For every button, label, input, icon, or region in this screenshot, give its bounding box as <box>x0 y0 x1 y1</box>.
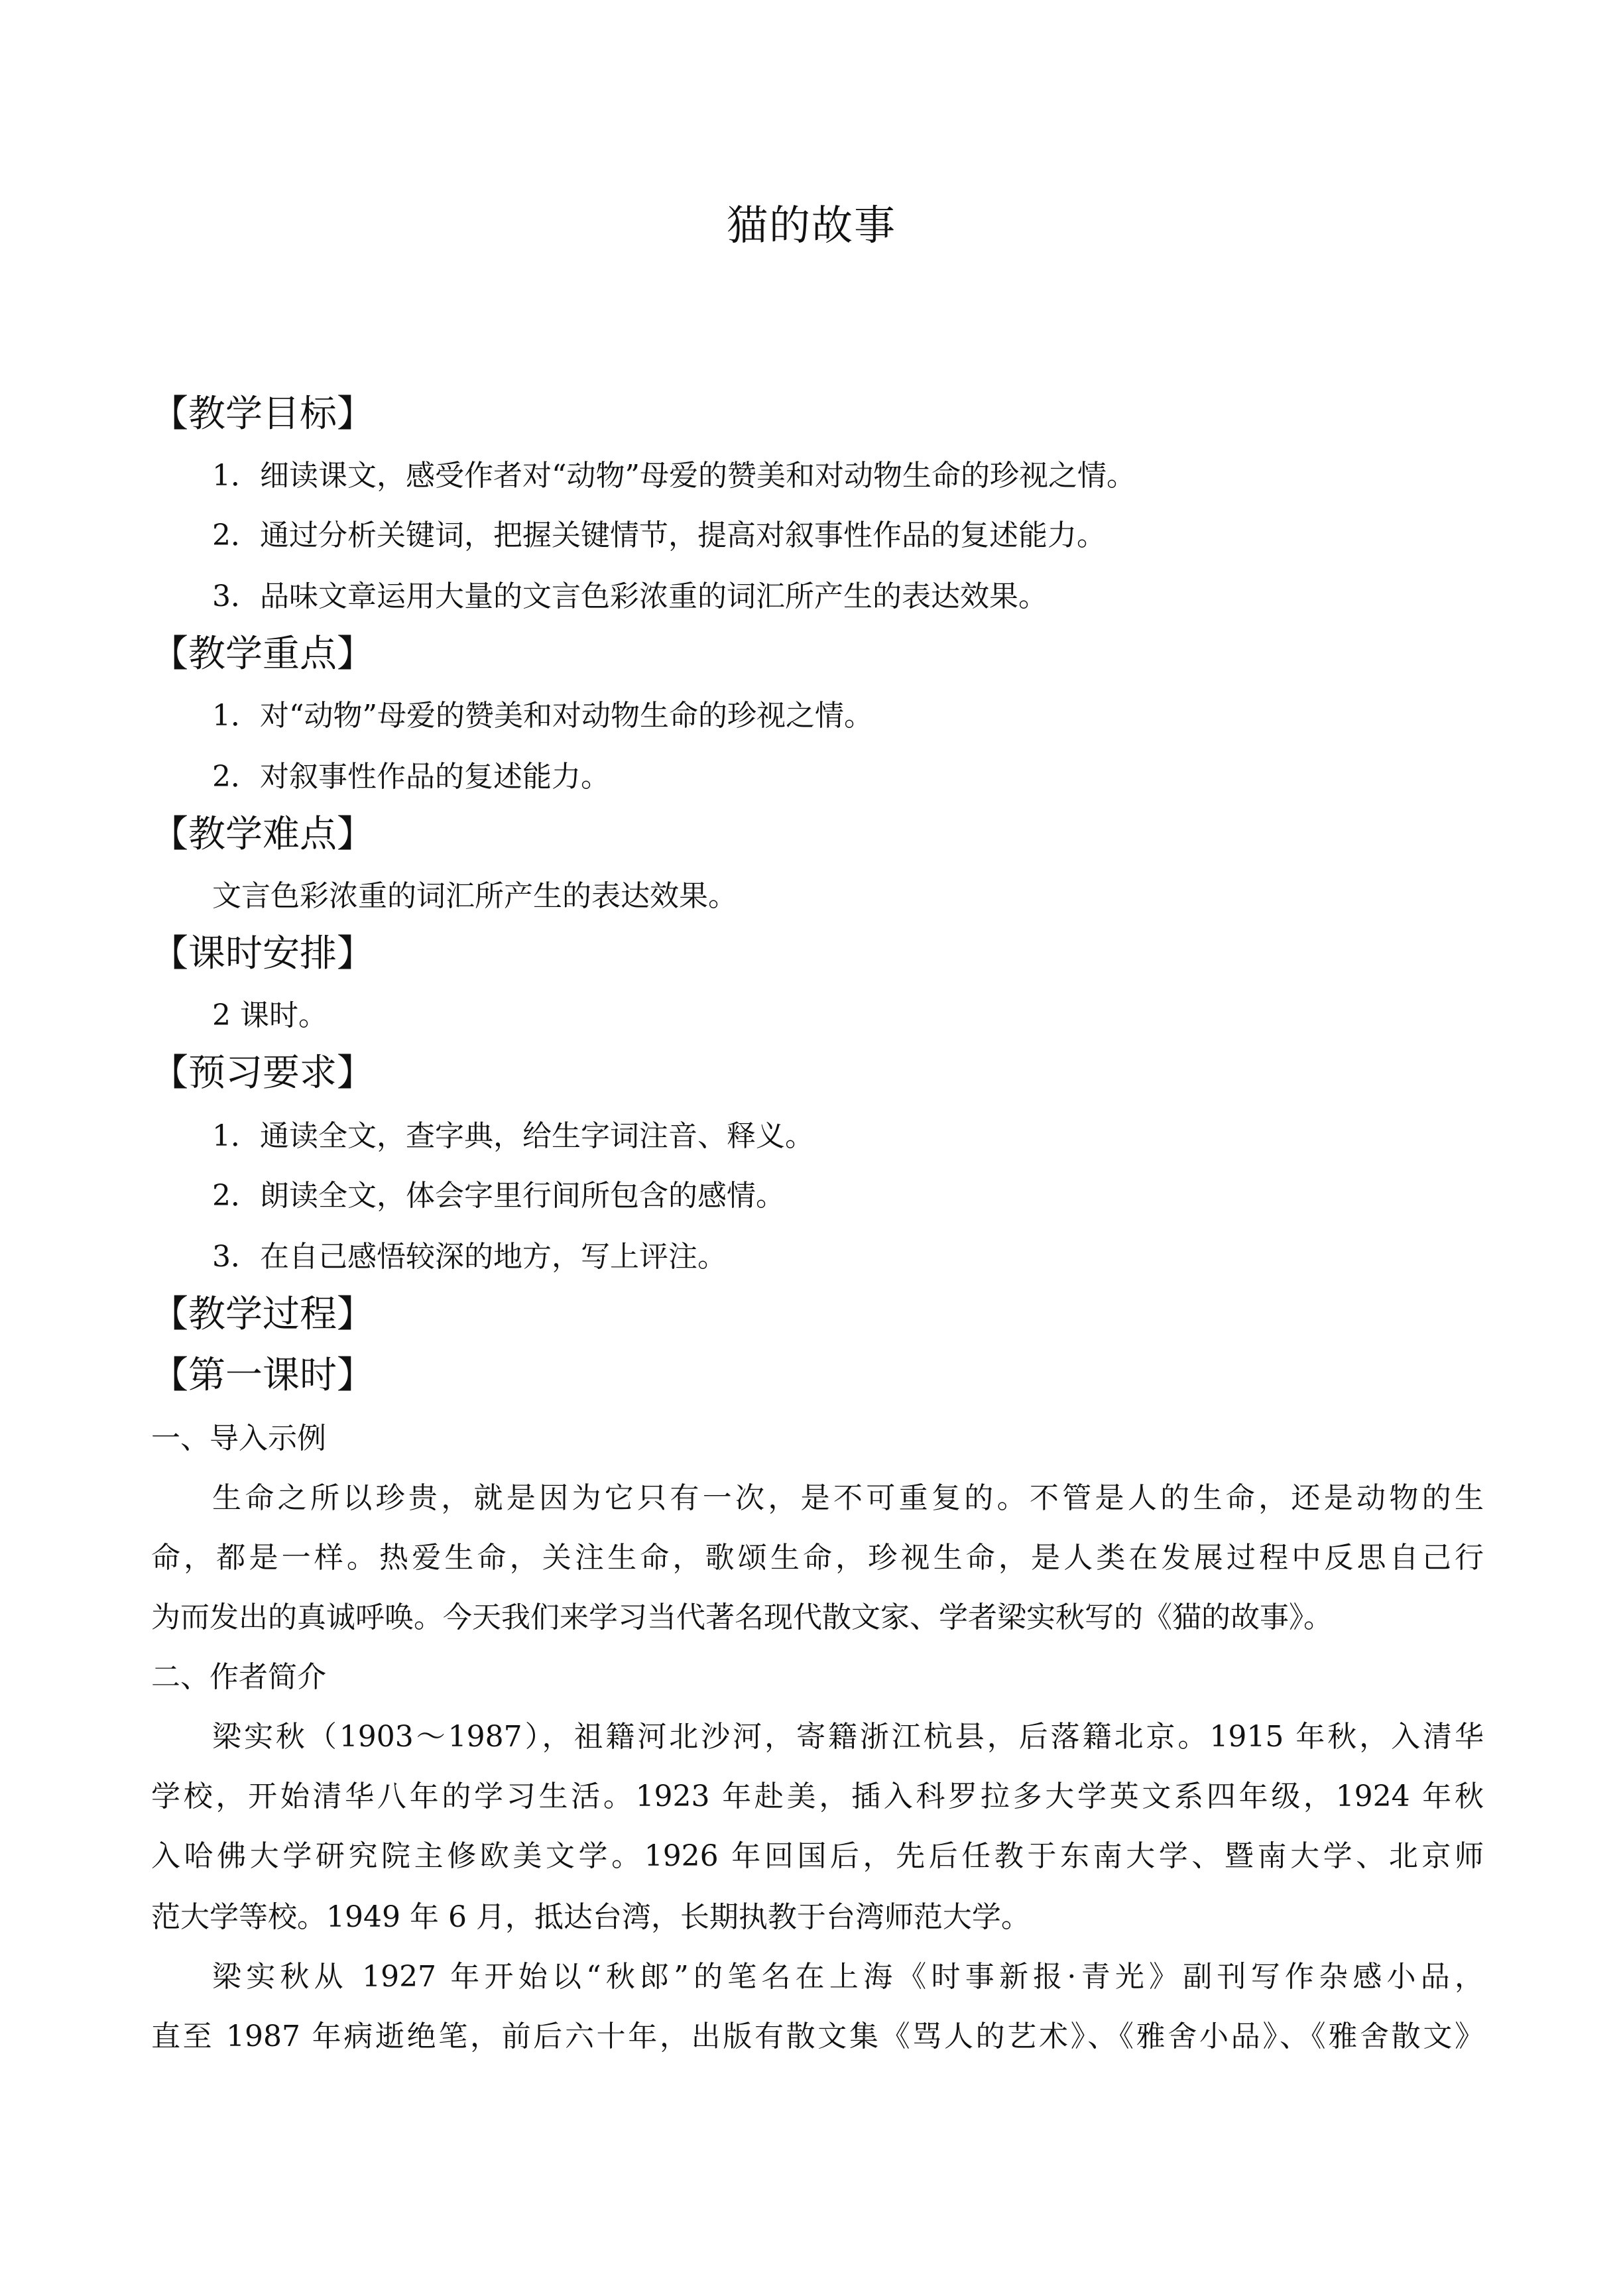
heading-first-lesson: 【第一课时】 <box>151 1354 374 1397</box>
heading-schedule: 【课时安排】 <box>151 932 374 975</box>
part2-para1-line-4: 范大学等校。1949 年 6 月，抵达台湾，长期执教于台湾师范大学。 <box>151 1900 1030 1934</box>
page-title: 猫的故事 <box>726 201 896 249</box>
preview-item-3: 3．在自己感悟较深的地方，写上评注。 <box>212 1240 727 1274</box>
heading-process: 【教学过程】 <box>151 1293 374 1336</box>
heading-preview: 【预习要求】 <box>151 1052 374 1095</box>
part2-heading: 二、作者简介 <box>151 1660 326 1694</box>
heading-objectives: 【教学目标】 <box>151 393 374 436</box>
objective-item-1: 1．细读课文，感受作者对“动物”母爱的赞美和对动物生命的珍视之情。 <box>212 459 1136 493</box>
difficulties-text: 文言色彩浓重的词汇所产生的表达效果。 <box>212 879 737 913</box>
objective-item-2: 2．通过分析关键词，把握关键情节，提高对叙事性作品的复述能力。 <box>212 518 1106 552</box>
heading-difficulties: 【教学难点】 <box>151 813 374 856</box>
part1-line-1: 生命之所以珍贵，就是因为它只有一次，是不可重复的。不管是人的生命，还是动物的生 <box>212 1481 1484 1515</box>
schedule-text: 2 课时。 <box>212 998 328 1032</box>
heading-key-points: 【教学重点】 <box>151 633 374 676</box>
part1-line-2: 命，都是一样。热爱生命，关注生命，歌颂生命，珍视生命，是人类在发展过程中反思自己行 <box>151 1541 1484 1575</box>
part2-para1-line-3: 入哈佛大学研究院主修欧美文学。1926 年回国后，先后任教于东南大学、暨南大学、北京师 <box>151 1839 1484 1873</box>
part1-line-3: 为而发出的真诚呼唤。今天我们来学习当代著名现代散文家、学者梁实秋写的《猫的故事》。 <box>151 1601 1333 1634</box>
key-point-item-1: 1．对“动物”母爱的赞美和对动物生命的珍视之情。 <box>212 699 873 733</box>
key-point-item-2: 2．对叙事性作品的复述能力。 <box>212 760 610 794</box>
preview-item-1: 1．通读全文，查字典，给生字词注音、释义。 <box>212 1119 814 1153</box>
preview-item-2: 2．朗读全文，体会字里行间所包含的感情。 <box>212 1179 785 1213</box>
objective-item-3: 3．品味文章运用大量的文言色彩浓重的词汇所产生的表达效果。 <box>212 579 1048 613</box>
part1-heading: 一、导入示例 <box>151 1421 326 1455</box>
part2-para1-line-1: 梁实秋（1903～1987），祖籍河北沙河，寄籍浙江杭县，后落籍北京。1915 年秋，入清华 <box>212 1720 1484 1754</box>
part2-para2-line-2: 直至 1987 年病逝绝笔，前后六十年，出版有散文集《骂人的艺术》、《雅舍小品》、《雅舍散文》 <box>151 2020 1484 2053</box>
part2-para1-line-2: 学校，开始清华八年的学习生活。1923 年赴美，插入科罗拉多大学英文系四年级，1924 年秋 <box>151 1780 1484 1813</box>
part2-para2-line-1: 梁实秋从 1927 年开始以“秋郎”的笔名在上海《时事新报·青光》副刊写作杂感小品， <box>212 1960 1484 1994</box>
